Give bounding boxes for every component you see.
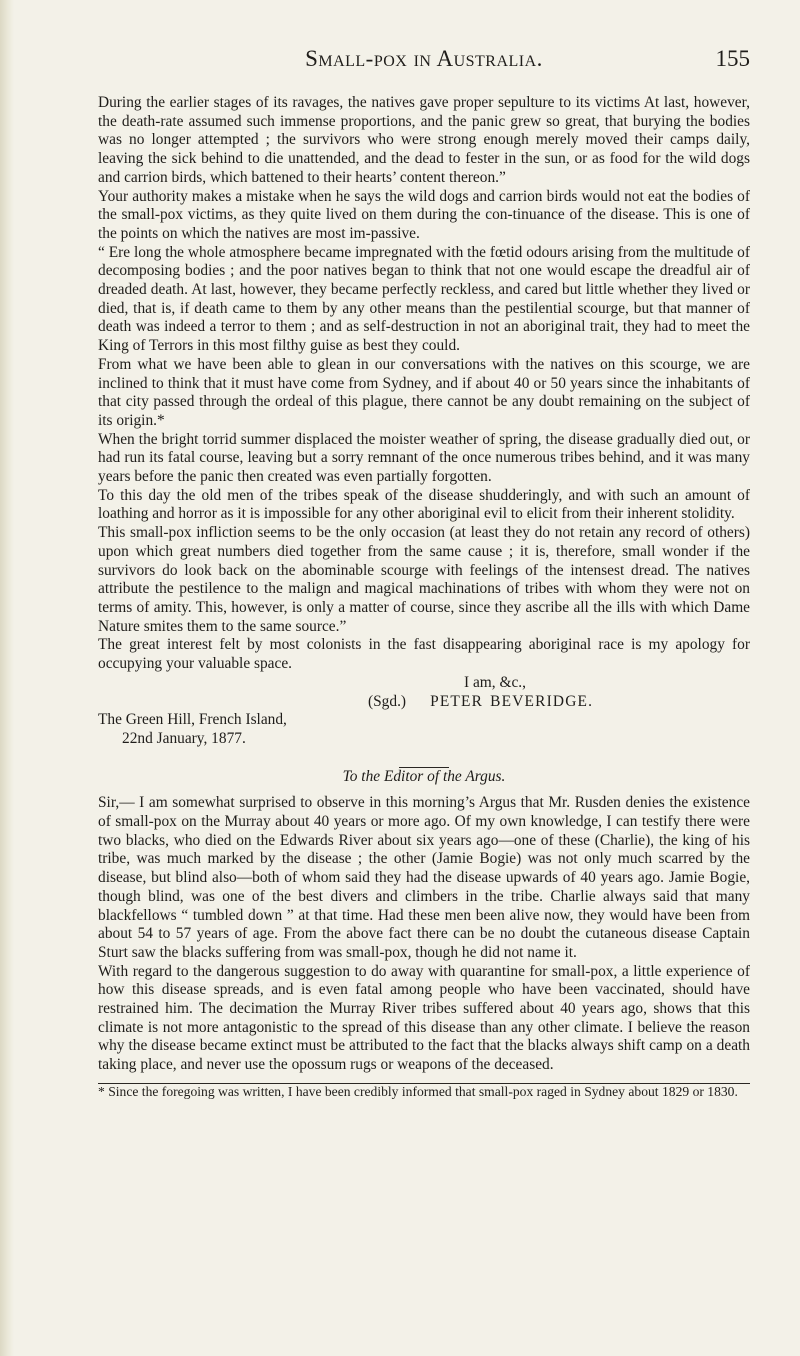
signature-name: PETER BEVERIDGE. [430, 692, 594, 710]
signature-sgd: (Sgd.) [368, 692, 407, 710]
page-body [98, 94, 750, 1100]
paragraph: To this day the old men of the tribes speak of the disease shudderingly, and with such an amount of loathing and horror as it is impossible for any other aboriginal evil to elicit from their inherent stolidity. [98, 486, 750, 523]
paragraph: This small-pox infliction seems to be the only occasion (at least they do not retain any record of others) upon which great numbers died together from the same cause ; it is, therefore, small wonder if the survivors do look back on the abominable scourge with feelings of the intensest dread. The natives attribute the pestilence to the malign and magical machinations of tribes with whom they were not on terms of amity. This, however, is only a matter of course, since they ascribe all the ills with which Dame Nature smites them to the same source.” [98, 524, 750, 635]
paragraph: Your authority makes a mistake when he says the wild dogs and carrion birds would not eat the bodies of the small-pox victims, as they quite lived on them during the con-tinuance of the disease. This is one of the points on which the natives are most im-passive. [98, 187, 750, 242]
paragraph: When the bright torrid summer displaced the moister weather of spring, the disease gradually died out, or had run its fatal course, leaving but a sorry remnant of the once numerous tribes behind, and it was many years before the panic then created was even partially forgotten. [98, 430, 750, 486]
running-title: Small-pox in Australia. [305, 46, 543, 71]
address-line: The Green Hill, French Island, [98, 711, 287, 729]
running-header [98, 46, 750, 76]
paragraph: During the earlier stages of its ravages, the natives gave proper sepulture to its victims At last, however, the death-rate assumed such immense proportions, and the panic grew so great, that burying the bodies was no longer attempted ; the survivors who were strong enough merely moved their camps daily, leaving the sick behind to die unattended, and the dead to fester in the sun, or as food for the wild dogs and carrion birds, which battened to their hearts’ content thereon.” [98, 94, 750, 186]
page-number: 155 [715, 46, 750, 71]
paragraph: Sir,— I am somewhat surprised to observe in this morning’s Argus that Mr. Rusden denies the existence of small-pox on the Murray about 40 years or more ago. Of my own knowledge, I can testify there were two blacks, who died on the Edwards River about six years ago—one of these (Charlie), the king of his tribe, was much marked by the disease ; the other (Jamie Bogie) was not only much scarred by the disease, but blind also—both of whom said they had the disease upwards of 40 years ago. Jamie Bogie, though blind, was one of the best divers and climbers in the tribe. Charlie always said that many blackfellows “ tumbled down ” at that time. Had these men been alive now, they would have been from about 54 to 57 years of age. From the above fact there can be no doubt the cutaneous disease Captain Sturt saw the blacks suffering from was small-pox, though he did not name it. [98, 794, 750, 961]
paragraph: “ Ere long the whole atmosphere became impregnated with the fœtid odours arising from the multitude of decomposing bodies ; and the poor natives began to think that not one would escape the dreadful air of dreaded death. At last, however, they became perfectly reckless, and cared but little whether they lived or died, that is, if death came to them by any other means than the pestilential scourge, but that manner of death was indeed a terror to them ; and as self-destruction in not an aboriginal trait, they had to meet the King of Terrors in this most filthy guise as best they could. [98, 243, 750, 355]
letter-heading: To the Editor of the Argus. [342, 767, 506, 785]
address-date: 22nd January, 1877. [122, 729, 246, 747]
paragraph: From what we have been able to glean in our conversations with the natives on this scourge, we are inclined to think that it must have come from Sydney, and if about 40 or 50 years since the inhabitants of that city passed through the ordeal of this plague, there cannot be any doubt remaining on the subject of its origin.* [98, 355, 750, 429]
footnote: * Since the foregoing was written, I have been credibly informed that small-pox raged in Sydney about 1829 or 1830. [98, 1083, 738, 1099]
paragraph: The great interest felt by most colonists in the fast disappearing aboriginal race is my apology for occupying your valuable space. [98, 636, 750, 673]
signature-line [98, 693, 750, 712]
paragraph: With regard to the dangerous suggestion to do away with quarantine for small-pox, a little experience of how this disease spreads, and is even fatal among people who have been vaccinated, should have restrained him. The decimation the Murray River tribes suffered about 40 years ago, shows that this climate is not more antagonistic to the spread of this disease than any other climate. I believe the reason why the disease became extinct must be attributed to the fact that the blacks always shift camp on a death taking place, and never use the opossum rugs or weapons of the deceased. [98, 962, 750, 1074]
signature-closing: I am, &c., [464, 673, 526, 691]
